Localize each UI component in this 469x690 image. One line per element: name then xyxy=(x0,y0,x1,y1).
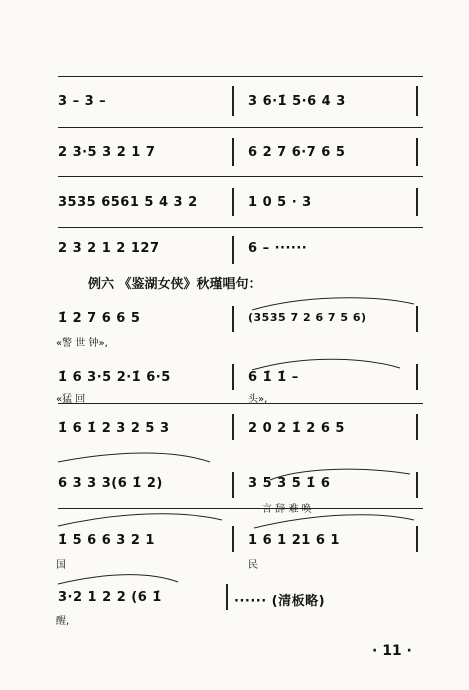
lyric-line: «警 世 钟», xyxy=(56,338,108,349)
lyric-line: 国 xyxy=(56,560,66,571)
notation-left: 1̇ 2 7 6 6 5 xyxy=(58,311,141,326)
staff-rule xyxy=(58,127,423,128)
bar-line xyxy=(232,86,234,116)
bar-line xyxy=(232,236,234,264)
notation-right: 6 2 7 6·7 6 5 xyxy=(248,145,346,160)
page-number: · 11 · xyxy=(372,643,412,659)
notation-right: 3 5 3 5 1̇ 6 xyxy=(248,476,331,491)
bar-line xyxy=(416,188,418,216)
notation-left: 3 – 3 – xyxy=(58,94,107,109)
lyric-line: 民 xyxy=(248,560,258,571)
bar-line xyxy=(232,414,234,440)
staff-rule xyxy=(58,508,423,509)
lyric-line: 头», xyxy=(248,394,268,405)
notation-right: 6 1̇ 1̇ – xyxy=(248,370,299,385)
bar-line xyxy=(226,584,228,610)
bar-line xyxy=(416,526,418,552)
notation-left: 3535 6561 5 4 3 2 xyxy=(58,195,198,210)
notation-right: 1 6 1 21 6 1 xyxy=(248,533,340,548)
notation-left: 1̇ 5 6 6 3 2 1 xyxy=(58,533,155,548)
notation-right: ······ (清板略) xyxy=(234,594,326,609)
notation-right: 2 0 2 1̇ 2 6 5 xyxy=(248,421,345,436)
notation-left: 3·2 1 2 2 (6 1̇ xyxy=(58,590,162,605)
bar-line xyxy=(416,414,418,440)
bar-line xyxy=(416,306,418,332)
notation-left: 1̇ 6 3·5 2·1̇ 6·5 xyxy=(58,370,171,385)
notation-right: 1 0 5 · 3 xyxy=(248,195,312,210)
bar-line xyxy=(416,364,418,390)
example-heading: 例六 《鉴湖女侠》秋瑾唱句： xyxy=(88,277,262,292)
bar-line xyxy=(232,364,234,390)
notation-left: 2 3·5 3 2 1 7 xyxy=(58,145,156,160)
notation-right: 6 – ······ xyxy=(248,241,308,256)
staff-rule xyxy=(58,176,423,177)
bar-line xyxy=(232,526,234,552)
bar-line xyxy=(232,138,234,166)
bar-line xyxy=(416,86,418,116)
notation-right: 3 6·1̇ 5·6 4 3 xyxy=(248,94,346,109)
notation-left: 1̇ 6 1̇ 2 3 2 5 3 xyxy=(58,421,170,436)
staff-rule xyxy=(58,227,423,228)
bar-line xyxy=(416,138,418,166)
bar-line xyxy=(232,306,234,332)
bar-line xyxy=(232,472,234,498)
lyric-line: 醒, xyxy=(56,616,70,627)
notation-right: (3535 7 2 6 7 5 6) xyxy=(248,311,367,324)
lyric-line: 言 辞 难 唤 xyxy=(262,504,312,515)
staff-rule xyxy=(58,403,423,404)
notation-left: 2 3 2 1 2 127 xyxy=(58,241,160,256)
lyric-line: «猛 回 xyxy=(56,394,86,405)
notation-left: 6 3 3 3(6 1̇ 2) xyxy=(58,476,163,491)
bar-line xyxy=(416,472,418,498)
bar-line xyxy=(232,188,234,216)
staff-rule xyxy=(58,76,423,77)
